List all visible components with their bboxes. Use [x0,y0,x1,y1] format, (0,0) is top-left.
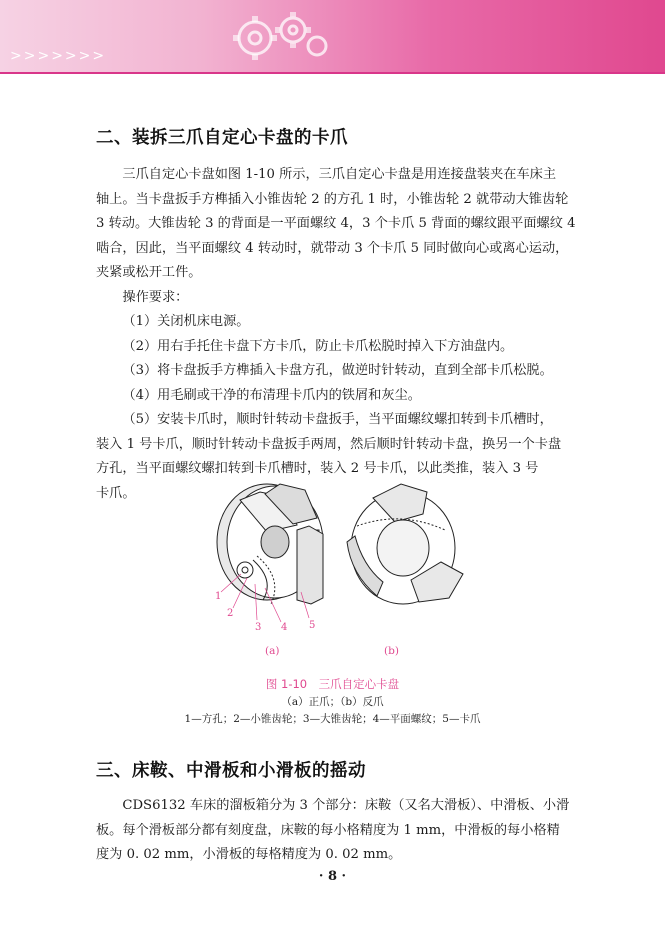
body-line: （3）将卡盘扳手方榫插入卡盘方孔，做逆时针转动，直到全部卡爪松脱。 [122,363,553,378]
part-number-2: 2 [227,608,234,619]
body-line: 啮合，因此，当平面螺纹 4 转动时，就带动 3 个卡爪 5 同时做向心或离心运动， [96,240,569,256]
body-line: （2）用右手托住卡盘下方卡爪，防止卡爪松脱时掉入下方油盘内。 [122,338,514,354]
section-body-slides [96,794,576,868]
body-line: 3 转动。大锥齿轮 3 的背面是一平面螺纹 4，3 个卡爪 5 背面的螺纹跟平面螺纹 4 [96,216,576,231]
section-heading-slides: 三、床鞍、中滑板和小滑板的摇动 [96,761,366,781]
part-number-4: 4 [281,622,288,633]
chuck-a-drawing [217,484,323,604]
body-line: CDS6132 车床的溜板箱分为 3 个部分：床鞍（又名大滑板）、中滑板、小滑 [122,798,570,813]
chevron-decoration: >>>>>>> [10,48,107,64]
body-line: 夹紧或松开工件。 [96,265,202,280]
figure-caption-title: 图 1-10 三爪自定心卡盘 [265,677,400,691]
body-line: 方孔，当平面螺纹螺扣转到卡爪槽时，装入 2 号卡爪，以此类推，装入 3 号 [96,461,539,476]
body-line: 操作要求： [122,289,189,305]
part-number-3: 3 [255,622,262,633]
figure-label-a: (a) [265,645,280,657]
header-divider [0,72,665,74]
body-line: （4）用毛刷或干净的布清理卡爪内的铁屑和灰尘。 [122,387,421,403]
body-line: 度为 0. 02 mm，小滑板的每格精度为 0. 02 mm。 [96,847,402,862]
body-line: 装入 1 号卡爪，顺时针转动卡盘扳手两周，然后顺时针转动卡盘，换另一个卡盘 [96,436,562,452]
body-line: 卡爪。 [96,485,136,501]
figure-label-b: (b) [384,645,399,657]
body-line: （1）关闭机床电源。 [122,314,250,329]
chuck-b-drawing [347,484,463,604]
gear-decoration-icon [225,6,335,66]
section-body-chuck-jaws [96,163,576,506]
figure-caption-subtitle: （a）正爪；（b）反爪 [281,696,384,708]
body-line: 板。每个滑板部分都有刻度盘，床鞍的每小格精度为 1 mm，中滑板的每小格精 [96,822,560,838]
figure-caption-legend: 1—方孔；2—小锥齿轮；3—大锥齿轮；4—平面螺纹；5—卡爪 [184,713,481,725]
body-line: 轴上。当卡盘扳手方榫插入小锥齿轮 2 的方孔 1 时，小锥齿轮 2 就带动大锥齿轮 [96,191,569,207]
part-number-1: 1 [215,591,222,602]
section-heading-chuck-jaws: 二、装拆三爪自定心卡盘的卡爪 [96,128,348,148]
body-line: 三爪自定心卡盘如图 1-10 所示，三爪自定心卡盘是用连接盘装夹在车床主 [122,167,557,182]
body-line: （5）安装卡爪时，顺时针转动卡盘扳手，当平面螺纹螺扣转到卡爪槽时， [122,412,553,427]
chuck-figure [205,470,475,640]
page-number: · 8 · [318,869,347,884]
part-number-5: 5 [309,620,316,631]
